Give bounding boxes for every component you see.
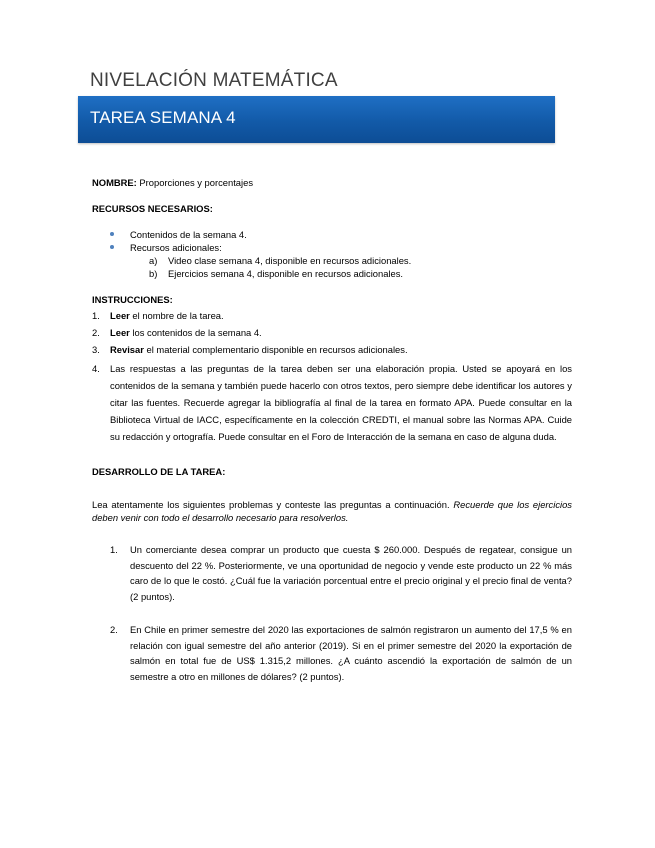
nombre-line	[92, 176, 572, 189]
task-number: 2.	[110, 624, 118, 635]
task-item	[92, 542, 572, 604]
list-item	[92, 360, 572, 445]
list-item	[92, 343, 572, 356]
item-number: 1.	[92, 310, 100, 321]
list-item	[92, 309, 572, 322]
item-text: el nombre de la tarea.	[129, 310, 224, 321]
banner-title: TAREA SEMANA 4	[90, 108, 236, 127]
intro-text: Lea atentamente los siguientes problemas y conteste las preguntas a continuación.	[92, 499, 450, 510]
item-number: 2.	[92, 327, 100, 338]
course-title: NIVELACIÓN MATEMÁTICA	[90, 70, 338, 91]
desarrollo-intro	[92, 498, 572, 524]
bullet-icon	[110, 232, 114, 236]
list-item	[92, 326, 572, 339]
nombre-value: Proporciones y porcentajes	[139, 177, 254, 188]
item-bold: Leer	[110, 327, 130, 338]
task-item	[92, 622, 572, 684]
sub-item-marker: b)	[149, 268, 158, 279]
item-number: 3.	[92, 344, 100, 355]
item-bold: Leer	[110, 310, 130, 321]
item-text: los contenidos de la semana 4.	[129, 327, 262, 338]
bullet-icon	[110, 245, 114, 249]
document-body	[92, 176, 572, 684]
task-number: 1.	[110, 544, 118, 555]
item-text: el material complementario disponible en recursos adicionales.	[143, 344, 408, 355]
sub-item-text: Ejercicios semana 4, disponible en recursos adicionales.	[168, 268, 404, 279]
item-text: Las respuestas a las preguntas de la tarea deben ser una elaboración propia. Usted se apoyará en los contenidos de la semana y también puede hacerlo con otros textos, pero siempre debe identificar los autores y citar las fuentes. Recuerde agregar la bibliografía al final de la tarea en formato APA. Puede consultar en la Biblioteca Virtual de IACC, específicamente en la colección CREDTI, el manual sobre las Normas APA. Cuide su redacción y ortografía. Puede consultar en el Foro de Interacción de la semana en caso de alguna duda.	[110, 363, 572, 442]
instrucciones-heading: INSTRUCCIONES:	[92, 294, 173, 305]
sub-item-text: Video clase semana 4, disponible en recursos adicionales.	[168, 255, 412, 266]
list-item-text: Contenidos de la semana 4.	[130, 229, 247, 240]
nombre-label: NOMBRE:	[92, 177, 137, 188]
list-item-text: Recursos adicionales:	[130, 242, 222, 253]
title-banner	[78, 96, 555, 143]
recursos-heading: RECURSOS NECESARIOS:	[92, 203, 213, 214]
instrucciones-list	[92, 309, 572, 445]
item-bold: Revisar	[110, 344, 144, 355]
intro-italic-text: Recuerde que los ejercicios deben venir con todo el desarrollo necesario para resolverlos.	[92, 499, 572, 523]
list-item	[92, 241, 572, 254]
desarrollo-heading: DESARROLLO DE LA TAREA:	[92, 466, 226, 477]
item-number: 4.	[92, 363, 100, 374]
sub-item	[92, 254, 572, 267]
recursos-list	[92, 228, 572, 254]
sub-item	[92, 267, 572, 280]
task-text: En Chile en primer semestre del 2020 las exportaciones de salmón registraron un aumento del 17,5 % en relación con igual semestre del año anterior (2019). Si en el primer semestre del 2020 la exportación de salmón en total fue de US$ 1.315,2 millones. ¿A cuánto ascendió la exportación de salmón de un semestre a otro en millones de dólares? (2 puntos).	[130, 624, 572, 682]
task-text: Un comerciante desea comprar un producto que cuesta $ 260.000. Después de regatear, consigue un descuento del 22 %. Posteriormente, ve una oportunidad de negocio y vende este producto un 22 % más caro de lo que le costó. ¿Cuál fue la variación porcentual entre el precio original y el precio final de venta? (2 puntos).	[130, 544, 572, 602]
sub-item-marker: a)	[149, 255, 158, 266]
list-item	[92, 228, 572, 241]
